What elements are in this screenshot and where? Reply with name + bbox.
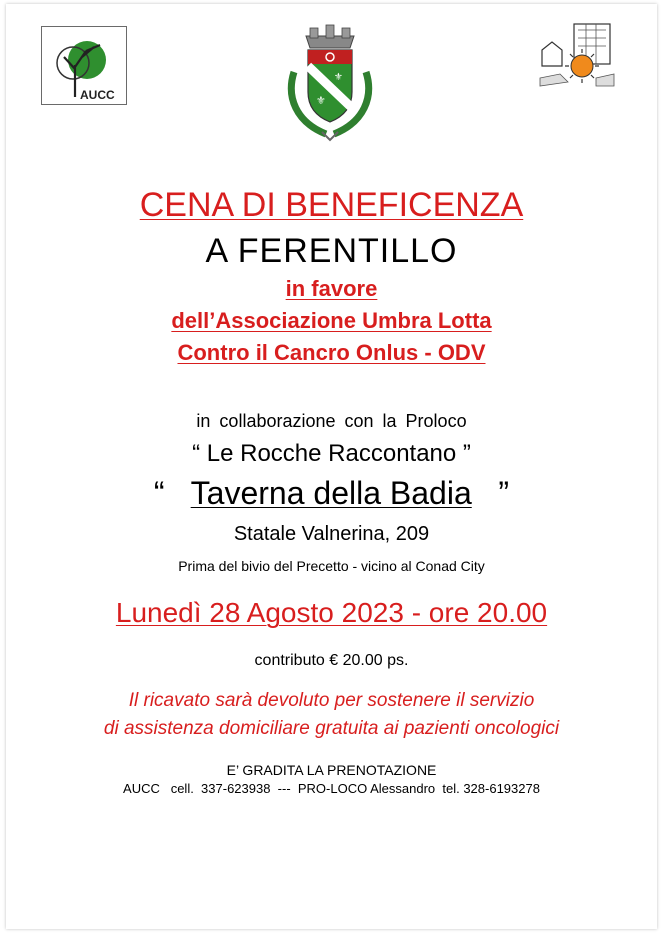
venue-close-quote: ” <box>498 475 510 511</box>
proloco-logo <box>538 20 616 98</box>
event-title: CENA DI BENEFICENZA <box>139 186 524 224</box>
aucc-logo <box>41 26 127 105</box>
contact-info: AUCC cell. 337-623938 --- PRO-LOCO Alessandro tel. 328-6193278 <box>123 781 540 796</box>
sun-castle-icon <box>538 20 616 98</box>
venue-line <box>0 475 663 512</box>
venue-name: Taverna della Badia <box>190 475 472 511</box>
beneficiary-line-2: dell’Associazione Umbra Lotta <box>171 308 492 333</box>
svg-text:⚜: ⚜ <box>316 94 326 107</box>
venue-directions: Prima del bivio del Precetto - vicino al Conad City <box>178 558 485 574</box>
beneficiary-line-3: Contro il Cancro Onlus - ODV <box>177 340 486 365</box>
purpose-line-2: di assistenza domiciliare gratuita ai pazienti oncologici <box>103 718 560 739</box>
svg-text:AUCC: AUCC <box>80 88 115 102</box>
collaboration-text: in collaborazione con la Proloco <box>196 411 467 431</box>
event-location-heading: A FERENTILLO <box>205 232 458 270</box>
ferentillo-coat-of-arms <box>282 22 378 146</box>
tree-icon <box>42 27 126 104</box>
venue-address: Statale Valnerina, 209 <box>233 523 430 545</box>
venue-open-quote: “ <box>153 475 165 511</box>
svg-text:⚜: ⚜ <box>334 72 343 83</box>
proloco-name: “ Le Rocche Raccontano ” <box>192 440 471 467</box>
contribution-price: contributo € 20.00 ps. <box>254 652 409 669</box>
event-date-time: Lunedì 28 Agosto 2023 - ore 20.00 <box>115 597 548 628</box>
beneficiary-line-1: in favore <box>285 276 378 301</box>
coat-of-arms-icon <box>282 22 378 146</box>
reservation-note: E’ GRADITA LA PRENOTAZIONE <box>226 762 437 778</box>
purpose-line-1: Il ricavato sarà devoluto per sostenere il servizio <box>128 690 535 711</box>
